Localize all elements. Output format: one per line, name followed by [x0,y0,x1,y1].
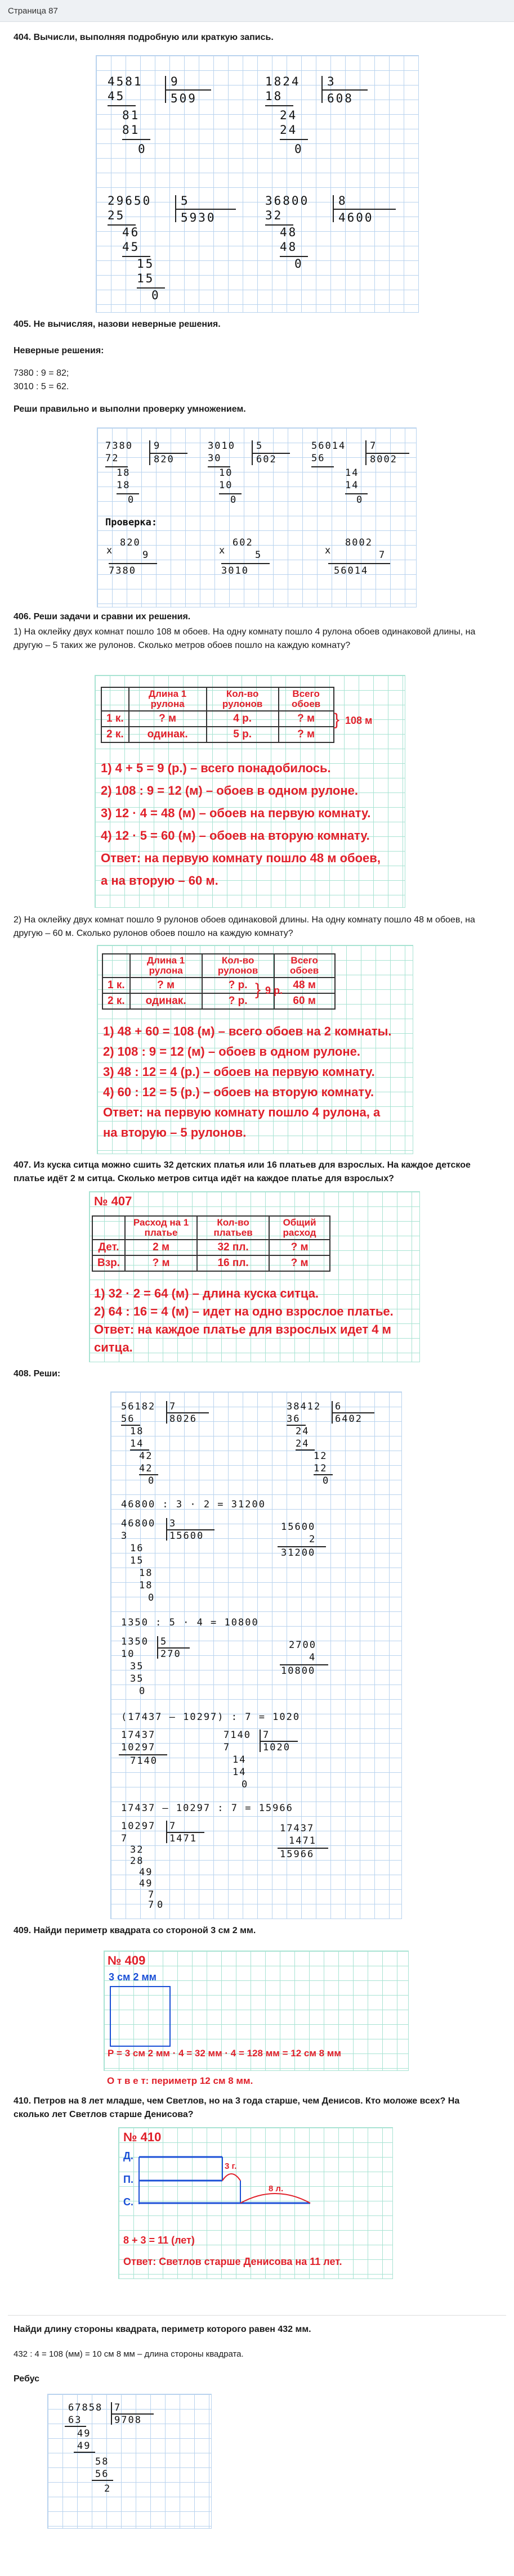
div-404-2-l2: 24 [280,109,298,122]
s1-2: 3) 12 · 4 = 48 (м) – обоев на первую комнату. [101,806,371,820]
s1-4: Ответ: на первую комнату пошло 48 м обоев, [101,851,381,865]
task-407-num: № 407 [94,1194,132,1208]
div-408-b-u2 [296,1449,315,1451]
div-405-1-l3: 18 [117,480,131,491]
rebus-l5: 56 [95,2469,109,2480]
div-405-2-l1: 30 [208,453,222,464]
div-404-4-l2: 48 [280,226,298,239]
div-408-e3b-dividend: 7140 [224,1730,251,1741]
t3-h0 [92,1216,125,1240]
task-407-table [92,1215,330,1272]
rebus-u3 [92,2480,113,2481]
div-408-b-quotient: 6402 [335,1413,363,1425]
div-405-3-l1: 56 [311,453,325,464]
t1-r2-3: ? м [279,727,334,742]
div-404-2-l4: 0 [294,142,303,156]
t3-r2-3: ? м [269,1255,330,1271]
div-408-a-l4: 42 [139,1451,153,1462]
expr-408-2: 1350 : 5 · 4 = 10800 [121,1617,259,1628]
s2-5: на вторую – 5 рулонов. [103,1125,247,1140]
task-406-problem-1: 1) На оклейку двух комнат пошло 108 м обоев. На одну комнату пошло 4 рулона обоев одинаковой длины, на другую – 5 таких же рулонов. Сколько метров обоев пошло на каждую комнату? [14,627,476,650]
div-404-4-quotient: 4600 [338,211,374,224]
div-408-e3b-divisor: 7 [263,1730,270,1741]
div-408-b-l1: 36 [287,1413,301,1425]
task-405-wrong-label: Неверные решения: [14,346,104,355]
div-408-e4a-divisor: 7 [169,1821,177,1832]
div-405-3-quotient: 8002 [370,454,397,465]
task-405-grid [97,427,417,607]
div-408-e4a-l1: 7 [121,1833,128,1844]
div-404-4-divisor: 8 [338,194,347,208]
div-408-e3b-l1: 7 [224,1742,231,1753]
mul-405-3-r: 56014 [334,565,369,577]
div-405-1-dividend: 7380 [105,440,133,452]
task-406-grid-2 [97,945,413,1154]
div-405-1-l4: 0 [128,494,135,506]
label-8: 8 л. [269,2184,284,2194]
div-404-4-l1: 32 [265,209,283,222]
sub-408-e4b-r: 15966 [280,1849,315,1860]
div-408-e4a-l4: 49 [139,1867,153,1878]
task-405-wrong-2: 3010 : 5 = 62. [14,382,69,391]
t3-r1-2: 32 пл. [197,1240,269,1255]
div-404-3-l3: 45 [122,240,140,254]
div-404-1-u2 [122,139,150,140]
rebus-dividend: 67858 [68,2402,103,2413]
t3-r2-2: 16 пл. [197,1255,269,1271]
t3-h3: Общий расход [269,1216,330,1240]
t2-h0 [102,954,130,978]
div-408-e2a-l1: 10 [121,1649,135,1660]
div-408-e2a-l4: 0 [139,1686,146,1697]
div-405-1-l2: 18 [117,467,131,479]
div-408-e2a-dividend: 1350 [121,1636,149,1647]
t3-h2: Кол-во платьев [197,1216,269,1240]
t1-r1-0: 1 к. [101,711,129,727]
rebus-u2 [74,2452,95,2453]
div-408-e3b-quotient: 1020 [263,1742,290,1753]
t3-r1-1: 2 м [125,1240,197,1255]
rebus-l6: 2 [104,2483,111,2494]
div-405-1-l1: 72 [105,453,119,464]
task-409-side: 3 см 2 мм [109,1971,157,1983]
div-408-e4a-l3: 28 [130,1856,144,1867]
div-405-2-l3: 10 [219,480,233,491]
mul-405-3-line [328,563,390,564]
t2-r2-3: 60 м [274,993,335,1009]
s2-3: 4) 60 : 12 = 5 (р.) – обоев на вторую комнату. [103,1085,374,1099]
div-404-3-l6: 0 [151,289,160,302]
page-header [0,0,514,22]
mul-405-2-sign: x [219,545,226,556]
task-406-title: 406. Реши задачи и сравни их решения. [14,612,191,622]
div-404-3-l1: 25 [108,209,126,222]
t1-r2-1: одинак. [129,727,207,742]
t1-h0 [101,687,129,711]
task-407-title: 407. Из куска ситца можно сшить 32 детских платья или 16 платьев для взрослых. На каждое детское платье идёт 2 м ситца. Сколько метров ситца идёт на каждое платье для взрослых? [14,1160,471,1183]
t1-r2-2: 5 р. [207,727,279,742]
t1-r1-3: ? м [279,711,334,727]
div-404-2-l1: 18 [265,89,283,103]
rebus-l2: 49 [77,2428,91,2439]
page-title: Страница 87 [8,6,58,16]
div-404-2-divisor: 3 [327,75,336,88]
mul-408-e2b-r: 10800 [281,1665,316,1677]
task-408-grid [110,1391,402,1919]
div-408-b-l6: 0 [323,1475,330,1487]
div-405-2-l2: 10 [219,467,233,479]
extra-solution: 432 : 4 = 108 (мм) = 10 см 8 мм – длина стороны квадрата. [14,2349,244,2359]
t2-r1-3: 48 м [274,978,335,993]
t3-h1: Расход на 1 платье [125,1216,197,1240]
task-410-title: 410. Петров на 8 лет младше, чем Светлов, но на 3 года старше, чем Денисов. Кто моложе всех? На сколько лет Светлов старше Денисова? [14,2096,460,2119]
div-404-3-l5: 15 [137,272,155,285]
task-409-grid [104,1951,409,2071]
div-408-e4a-l5: 49 [139,1878,153,1889]
t3-r2-0: Взр. [92,1255,125,1271]
rebus-u1 [65,2426,86,2427]
s3-1: 2) 64 : 16 = 4 (м) – идет на одно взрослое платье. [94,1304,394,1318]
label-c: С. [123,2196,133,2208]
div-408-e2a-l2: 35 [130,1661,144,1672]
div-408-e4a-l2: 32 [130,1844,144,1856]
task-406-grid-1 [95,675,405,908]
s1-5: а на вторую – 60 м. [101,873,218,888]
div-408-e1a-l1: 3 [121,1530,128,1542]
task-410-grid [118,2127,393,2279]
div-404-3-l2: 46 [122,226,140,239]
rebus-l1: 63 [68,2415,82,2426]
extra-title: Найди длину стороны квадрата, периметр которого равен 432 мм. [14,2325,311,2334]
div-404-4-u2 [280,256,308,257]
t1-r1-2: 4 р. [207,711,279,727]
t2-r1-1: ? м [130,978,202,993]
s3-3: ситца. [94,1340,133,1354]
div-408-e3b-l3: 14 [233,1767,247,1778]
s1-0: 1) 4 + 5 = 9 (р.) – всего понадобилось. [101,761,331,775]
sub-408-e3a-r: 7140 [130,1755,158,1767]
task-404-grid [96,55,419,313]
div-405-2-dividend: 3010 [208,440,235,452]
div-408-e3b-l2: 14 [233,1754,247,1766]
div-408-b-divisor: 6 [335,1401,342,1412]
mul-405-2-a: 602 [233,537,253,548]
s3-0: 1) 32 · 2 = 64 (м) – длина куска ситца. [94,1286,319,1300]
sub-408-e3a-a: 17437 [121,1730,156,1741]
t2-r2-0: 2 к. [102,993,130,1009]
div-404-1-quotient: 509 [171,92,197,105]
task-410-answer: Ответ: Светлов старше Денисова на 11 лет. [123,2256,342,2267]
s1-3: 4) 12 · 5 = 60 (м) – обоев на вторую комнату. [101,828,370,843]
task-406-problem-2: 2) На оклейку двух комнат пошло 9 рулонов обоев одинаковой длины. На одну комнату пошло 48 м обоев, на другую – 60 м. Сколько рулонов обоев пошло на каждую комнату? [14,915,475,938]
s2-2: 3) 48 : 12 = 4 (р.) – обоев на первую комнату. [103,1065,375,1079]
mul-408-e2b-b: 4 [309,1652,316,1663]
t2-brace-label: 9 р. [265,985,283,996]
sub-408-e4b-b: 1471 [289,1835,316,1847]
div-408-e2a-l3: 35 [130,1673,144,1685]
div-405-1-divisor: 9 [154,440,161,452]
div-404-1-divisor: 9 [171,75,180,88]
task-405-title: 405. Не вычисляя, назови неверные решения. [14,319,221,329]
div-404-2-u1 [265,105,293,106]
t2-h1: Длина 1 рулона [130,954,202,978]
div-405-3-divisor: 7 [370,440,377,452]
div-405-3-l2: 14 [345,467,359,479]
mul-405-1-line [109,563,157,564]
rebus-l4: 58 [95,2456,109,2467]
div-404-2-l3: 24 [280,123,298,137]
s2-1: 2) 108 : 9 = 12 (м) – обоев в одном рулоне. [103,1044,360,1059]
t2-brace: } [255,980,261,999]
task-405-wrong-1: 7380 : 9 = 82; [14,368,69,378]
div-404-1-dividend: 4581 [108,75,143,88]
div-408-b-l3: 24 [296,1438,310,1449]
div-408-e1a-quotient: 15600 [169,1530,204,1542]
div-408-e1a-l4: 18 [139,1568,153,1579]
arc-3 [222,2174,240,2181]
div-408-e1a-l5: 18 [139,1580,153,1591]
div-404-3-quotient: 5930 [181,211,216,224]
div-408-e1a-divisor: 3 [169,1518,177,1529]
div-404-1-l1: 45 [108,89,126,103]
t2-r2-2: ? р. [202,993,274,1009]
div-404-3-u3 [137,287,165,289]
div-408-e1a-l6: 0 [148,1592,155,1604]
div-405-3-l4: 0 [356,494,364,506]
expr-408-3: (17437 – 10297) : 7 = 1020 [121,1712,301,1723]
mul-405-3-a: 8002 [345,537,373,548]
divider [8,2315,506,2316]
mul-405-3-b: 7 [379,550,386,561]
rebus-title: Ребус [14,2374,40,2384]
proverka-label: Проверка: [105,517,158,528]
task-410-solution: 8 + 3 = 11 (лет) [123,2235,195,2246]
task-406-table-1 [101,687,334,743]
div-405-2-quotient: 602 [256,454,277,465]
t2-h3: Всего обоев [274,954,335,978]
div-408-e4a-l8: 0 [157,1899,164,1911]
div-404-2-quotient: 608 [327,92,354,105]
mul-405-1-r: 7380 [109,565,136,577]
mul-405-3-sign: x [325,545,332,556]
div-405-1-quotient: 820 [154,454,175,465]
mul-408-e1b-b: 2 [309,1534,316,1545]
task-410-num: № 410 [123,2130,162,2144]
div-408-a-l5: 42 [139,1463,153,1474]
t2-h2: Кол-во рулонов [202,954,274,978]
square-figure [110,1986,171,2047]
div-408-a-l3: 14 [130,1438,144,1449]
div-405-3-dividend: 56014 [311,440,346,452]
mul-405-2-r: 3010 [221,565,249,577]
div-405-3-l3: 14 [345,480,359,491]
div-404-2-dividend: 1824 [265,75,301,88]
t3-r1-0: Дет. [92,1240,125,1255]
div-408-a-l2: 18 [130,1426,144,1437]
div-404-3-divisor: 5 [181,194,190,208]
task-404-title: 404. Вычисли, выполняя подробную или краткую запись. [14,33,274,42]
expr-408-4: 17437 – 10297 : 7 = 15966 [121,1803,293,1814]
t1-h1: Длина 1 рулона [129,687,207,711]
div-404-2-u2 [280,139,308,140]
t3-r1-3: ? м [269,1240,330,1255]
div-408-e4a-quotient: 1471 [169,1833,197,1844]
task-409-solution: Р = 3 см 2 мм · 4 = 32 мм · 4 = 128 мм = 12 см 8 мм [108,2048,341,2059]
div-405-2-l4: 0 [230,494,238,506]
div-408-b-l5: 12 [314,1463,328,1474]
task-406-table-2 [102,953,336,1010]
div-408-a-quotient: 8026 [169,1413,197,1425]
label-3: 3 г. [225,2161,237,2171]
t1-h3: Всего обоев [279,687,334,711]
mul-408-e2b-a: 2700 [289,1640,316,1651]
div-404-1-line [166,89,211,91]
expr-408-1: 46800 : 3 · 2 = 31200 [121,1499,266,1510]
t1-h2: Кол-во рулонов [207,687,279,711]
div-408-b-l4: 12 [314,1451,328,1462]
div-408-e4a-l6: 7 [148,1889,155,1901]
t2-r1-2: ? р. [202,978,274,993]
div-408-e1a-l3: 15 [130,1555,144,1566]
t2-r1-0: 1 к. [102,978,130,993]
task-405-check-label: Реши правильно и выполни проверку умножением. [14,404,246,414]
rebus-quotient: 9708 [114,2415,142,2426]
div-408-a-l6: 0 [148,1475,155,1487]
t1-brace: } [334,710,340,729]
sub-408-e3a-b: 10297 [121,1742,156,1753]
div-408-b-l2: 24 [296,1426,310,1437]
t2-r2-1: одинак. [130,993,202,1009]
div-408-e1a-dividend: 46800 [121,1518,156,1529]
div-404-4-line [334,209,396,210]
mul-408-e1b-a: 15600 [281,1521,316,1533]
rebus-grid [47,2394,212,2529]
mul-405-1-b: 9 [142,550,150,561]
arc-8 [240,2194,310,2203]
div-404-1-l3: 81 [122,123,140,137]
mul-405-2-line [221,563,270,564]
div-408-a-dividend: 56182 [121,1401,156,1412]
div-404-3-dividend: 29650 [108,194,152,208]
div-408-a-divisor: 7 [169,1401,177,1412]
sub-408-e4b-a: 17437 [280,1823,315,1834]
div-404-3-line [176,209,236,210]
mul-405-2-b: 5 [255,550,262,561]
rebus-divisor: 7 [114,2402,122,2413]
task-409-title: 409. Найди периметр квадрата со стороной 3 см 2 мм. [14,1926,256,1935]
div-404-1-u1 [108,105,136,106]
label-p: П. [123,2174,133,2185]
label-d: Д. [123,2150,133,2161]
div-408-b-dividend: 38412 [287,1401,321,1412]
task-409-answer: О т в е т: периметр 12 см 8 мм. [107,2075,253,2086]
div-404-1-l4: 0 [138,142,147,156]
div-408-e3b-l4: 0 [242,1779,249,1790]
div-404-2-line [323,89,368,91]
s2-4: Ответ: на первую комнату пошло 4 рулона, а [103,1105,381,1119]
t1-brace-label: 108 м [345,715,373,726]
div-408-e4a-dividend: 10297 [121,1821,156,1832]
mul-405-1-sign: x [106,545,114,556]
div-408-e4a-l7: 7 [148,1899,155,1911]
div-408-e2a-divisor: 5 [160,1636,168,1647]
t1-r2-0: 2 к. [101,727,129,742]
div-404-1-l2: 81 [122,109,140,122]
div-404-3-l4: 15 [137,257,155,271]
div-408-a-l1: 56 [121,1413,135,1425]
div-404-4-l4: 0 [294,257,303,271]
rebus-l3: 49 [77,2440,91,2452]
div-408-e1a-l2: 16 [130,1543,144,1554]
div-404-4-l3: 48 [280,240,298,254]
task-409-num: № 409 [108,1953,146,1967]
s2-0: 1) 48 + 60 = 108 (м) – всего обоев на 2 комнаты. [103,1024,392,1038]
s3-2: Ответ: на каждое платье для взрослых идет 4 м [94,1322,391,1336]
div-404-4-dividend: 36800 [265,194,310,208]
div-408-e2a-quotient: 270 [160,1649,181,1660]
div-405-2-divisor: 5 [256,440,263,452]
task-407-grid [89,1191,420,1362]
task-408-title: 408. Реши: [14,1369,61,1379]
t1-r1-1: ? м [129,711,207,727]
t3-r2-1: ? м [125,1255,197,1271]
div-405-3-u1 [311,466,334,467]
mul-405-1-a: 820 [120,537,141,548]
mul-408-e1b-r: 31200 [281,1547,316,1559]
s1-1: 2) 108 : 9 = 12 (м) – обоев в одном рулоне. [101,783,358,798]
